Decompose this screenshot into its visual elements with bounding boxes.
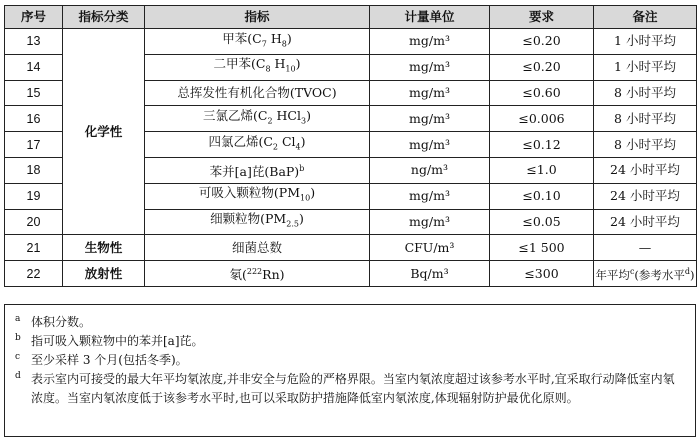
row-index: 18 [5, 157, 63, 183]
remark-cell: 1 小时平均 [594, 29, 697, 55]
unit-cell: mg/m³ [370, 106, 490, 132]
indoor-air-quality-table [4, 5, 697, 287]
table-row [5, 29, 697, 55]
remark-cell: — [594, 235, 697, 261]
category-cell: 化学性 [63, 29, 145, 235]
footnote-text: 指可吸入颗粒物中的苯并[a]芘。 [31, 334, 204, 348]
unit-cell: mg/m³ [370, 183, 490, 209]
remark-cell: 1 小时平均 [594, 54, 697, 80]
row-index: 15 [5, 80, 63, 106]
indicator-name: 二甲苯($C_8$ $H_{10}$) [145, 54, 370, 80]
unit-cell: mg/m³ [370, 54, 490, 80]
unit-cell: mg/m³ [370, 29, 490, 55]
remark-cell: 24 小时平均 [594, 183, 697, 209]
header-indicator: 指标 [145, 6, 370, 29]
requirement-cell: ≤0.12 [490, 132, 594, 158]
header-category: 指标分类 [63, 6, 145, 29]
row-index: 16 [5, 106, 63, 132]
footnote-text: 至少采样 3 个月(包括冬季)。 [31, 353, 188, 367]
indicator-name: 可吸入颗粒物$(PM_{10})$ [145, 183, 370, 209]
indicator-name: 甲苯($C_7$ $H_8$) [145, 29, 370, 55]
unit-cell: mg/m³ [370, 209, 490, 235]
indicator-name: 细菌总数 [145, 235, 370, 261]
footnote-mark: b [15, 333, 21, 343]
indicator-name: 总挥发性有机化合物(TVOC) [145, 80, 370, 106]
table-header-row [5, 6, 697, 29]
requirement-cell: ≤1.0 [490, 157, 594, 183]
requirement-cell: ≤0.20 [490, 54, 594, 80]
unit-cell: CFU/m³ [370, 235, 490, 261]
footnote-b [15, 332, 685, 351]
indicator-name: 氡($^{222}$Rn) [145, 261, 370, 287]
header-index: 序号 [5, 6, 63, 29]
header-requirement: 要求 [490, 6, 594, 29]
remark-cell: 年平均$^c$(参考水平$^d$) [594, 261, 697, 287]
footnote-mark: d [15, 371, 21, 381]
unit-cell: ng/m³ [370, 157, 490, 183]
header-unit: 计量单位 [370, 6, 490, 29]
remark-cell: 8 小时平均 [594, 132, 697, 158]
unit-cell: Bq/m³ [370, 261, 490, 287]
unit-cell: mg/m³ [370, 80, 490, 106]
requirement-cell: ≤300 [490, 261, 594, 287]
row-index: 20 [5, 209, 63, 235]
footnote-a [15, 313, 685, 332]
indicator-name: 三氯乙烯($C_2$ HCl$_3$) [145, 106, 370, 132]
footnote-text: 体积分数。 [31, 315, 92, 329]
row-index: 19 [5, 183, 63, 209]
category-cell: 放射性 [63, 261, 145, 287]
footnote-mark: a [15, 314, 21, 324]
footnote-mark: c [15, 352, 21, 362]
footnote-d [15, 370, 685, 408]
remark-cell: 24 小时平均 [594, 209, 697, 235]
remark-cell: 8 小时平均 [594, 80, 697, 106]
table-footnotes [4, 304, 696, 437]
footnote-c [15, 351, 685, 370]
indicator-name: 细颗粒物$(PM_{2.5})$ [145, 209, 370, 235]
category-cell: 生物性 [63, 235, 145, 261]
row-index: 13 [5, 29, 63, 55]
row-index: 17 [5, 132, 63, 158]
requirement-cell: ≤0.006 [490, 106, 594, 132]
row-index: 14 [5, 54, 63, 80]
remark-cell: 8 小时平均 [594, 106, 697, 132]
table-row [5, 235, 697, 261]
unit-cell: mg/m³ [370, 132, 490, 158]
table-row [5, 261, 697, 287]
indicator-name: 四氯乙烯($C_2$ $Cl_4$) [145, 132, 370, 158]
requirement-cell: ≤0.60 [490, 80, 594, 106]
header-remark: 备注 [594, 6, 697, 29]
row-index: 22 [5, 261, 63, 287]
remark-cell: 24 小时平均 [594, 157, 697, 183]
requirement-cell: ≤0.20 [490, 29, 594, 55]
requirement-cell: ≤0.05 [490, 209, 594, 235]
row-index: 21 [5, 235, 63, 261]
footnote-text: 表示室内可接受的最大年平均氡浓度,并非安全与危险的严格界限。当室内氡浓度超过该参考水平时,宜采取行动降低室内氡浓度。当室内氡浓度低于该参考水平时,也可以采取防护措施降低室内氡浓度,体现辐射防护最优化原则。 [31, 372, 675, 405]
indicator-name: 苯并[a]芘(BaP)$^b$ [145, 157, 370, 183]
requirement-cell: ≤1 500 [490, 235, 594, 261]
requirement-cell: ≤0.10 [490, 183, 594, 209]
